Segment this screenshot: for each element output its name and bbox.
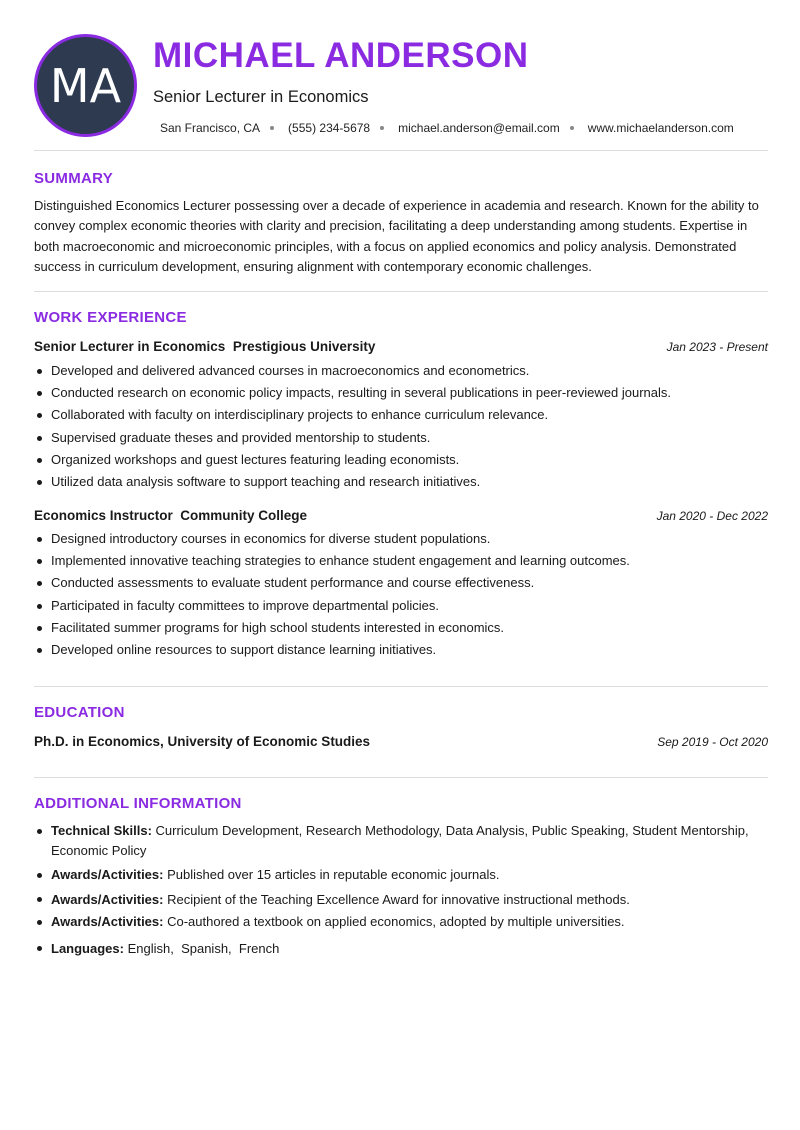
contact-phone: (555) 234-5678 bbox=[288, 121, 371, 135]
contact-email[interactable]: michael.anderson@email.com bbox=[398, 121, 560, 135]
job-bullet: Developed online resources to support distance learning initiatives. bbox=[34, 639, 774, 661]
additional-item-text: Recipient of the Teaching Excellence Award for innovative instructional methods. bbox=[167, 891, 630, 907]
job-organization: Prestigious University bbox=[232, 339, 376, 354]
additional-item bbox=[34, 890, 774, 910]
additional-info-list bbox=[34, 821, 774, 963]
job-role: Economics Instructor bbox=[34, 508, 173, 523]
job-bullet: Collaborated with faculty on interdisciplinary projects to enhance curriculum relevance. bbox=[34, 404, 774, 426]
avatar-initials: MA bbox=[49, 58, 122, 113]
education-dates: Sep 2019 - Oct 2020 bbox=[657, 735, 768, 749]
job-bullet: Participated in faculty committees to improve departmental policies. bbox=[34, 595, 774, 617]
job-bullet: Developed and delivered advanced courses in macroeconomics and econometrics. bbox=[34, 360, 774, 382]
summary-text: Distinguished Economics Lecturer possessing over a decade of experience in academia and research. Known for the ability to convey complex economic theories with clarity and precision, facilitating a deep understanding among students. Expertise in both macroeconomic and microeconomic principles, with a focus on applied economics and policy analysis. Demonstrated success in curriculum development, ensuring alignment with contemporary economic challenges. bbox=[34, 198, 759, 274]
job-dates: Jan 2020 - Dec 2022 bbox=[656, 509, 768, 523]
additional-item-text: Curriculum Development, Research Methodology, Data Analysis, Public Speaking, Student Mentorship, Economic Policy bbox=[51, 823, 749, 858]
job-bullet: Implemented innovative teaching strategies to enhance student engagement and learning outcomes. bbox=[34, 550, 774, 572]
work-experience-heading: WORK EXPERIENCE bbox=[34, 309, 187, 326]
contact-website[interactable]: www.michaelanderson.com bbox=[587, 121, 734, 135]
job-bullet: Conducted research on economic policy impacts, resulting in several publications in peer-reviewed journals. bbox=[34, 382, 774, 404]
additional-item-label: Technical Skills: bbox=[51, 823, 152, 838]
additional-item-text: Published over 15 articles in reputable economic journals. bbox=[167, 867, 500, 882]
job-bullet: Organized workshops and guest lectures featuring leading economists. bbox=[34, 449, 774, 471]
job-organization: Community College bbox=[180, 508, 308, 523]
additional-item bbox=[34, 939, 774, 959]
section-divider bbox=[34, 291, 768, 292]
additional-item bbox=[34, 865, 774, 885]
job-bullet: Designed introductory courses in economics for diverse student populations. bbox=[34, 528, 774, 550]
separator-dot bbox=[270, 126, 274, 130]
job-bullet-list bbox=[34, 528, 774, 661]
job-dates: Jan 2023 - Present bbox=[666, 340, 768, 354]
education-heading: EDUCATION bbox=[34, 704, 125, 721]
job-bullet: Utilized data analysis software to support teaching and research initiatives. bbox=[34, 471, 774, 493]
education-degree: Ph.D. in Economics, University of Economic Studies bbox=[34, 734, 371, 749]
separator-dot bbox=[570, 126, 574, 130]
section-divider bbox=[34, 777, 768, 778]
candidate-name: MICHAEL ANDERSON bbox=[153, 36, 529, 75]
section-divider bbox=[34, 150, 768, 151]
additional-info-heading: ADDITIONAL INFORMATION bbox=[34, 795, 242, 812]
resume-header bbox=[34, 34, 768, 144]
job-header bbox=[34, 338, 768, 356]
contact-row bbox=[160, 121, 734, 135]
separator-dot bbox=[380, 126, 384, 130]
additional-item-label: Languages: bbox=[51, 940, 124, 956]
job-bullet: Conducted assessments to evaluate student performance and course effectiveness. bbox=[34, 572, 774, 594]
job-bullet: Facilitated summer programs for high school students interested in economics. bbox=[34, 617, 774, 639]
additional-item bbox=[34, 821, 774, 860]
candidate-title: Senior Lecturer in Economics bbox=[153, 88, 369, 106]
additional-item-label: Awards/Activities: bbox=[51, 867, 164, 882]
additional-item-label: Awards/Activities: bbox=[51, 891, 164, 907]
additional-item-label: Awards/Activities: bbox=[51, 914, 164, 929]
job-role: Senior Lecturer in Economics bbox=[34, 339, 226, 354]
additional-item-text: Co-authored a textbook on applied economics, adopted by multiple universities. bbox=[167, 914, 625, 929]
additional-item bbox=[34, 912, 774, 932]
job-bullet-list bbox=[34, 360, 774, 493]
job-header bbox=[34, 507, 768, 525]
job-bullet: Supervised graduate theses and provided mentorship to students. bbox=[34, 427, 774, 449]
additional-item-text: English, Spanish, French bbox=[127, 940, 280, 956]
summary-heading: SUMMARY bbox=[34, 170, 114, 187]
contact-location: San Francisco, CA bbox=[160, 121, 261, 135]
avatar bbox=[34, 34, 137, 137]
section-divider bbox=[34, 686, 768, 687]
education-entry bbox=[34, 733, 768, 751]
